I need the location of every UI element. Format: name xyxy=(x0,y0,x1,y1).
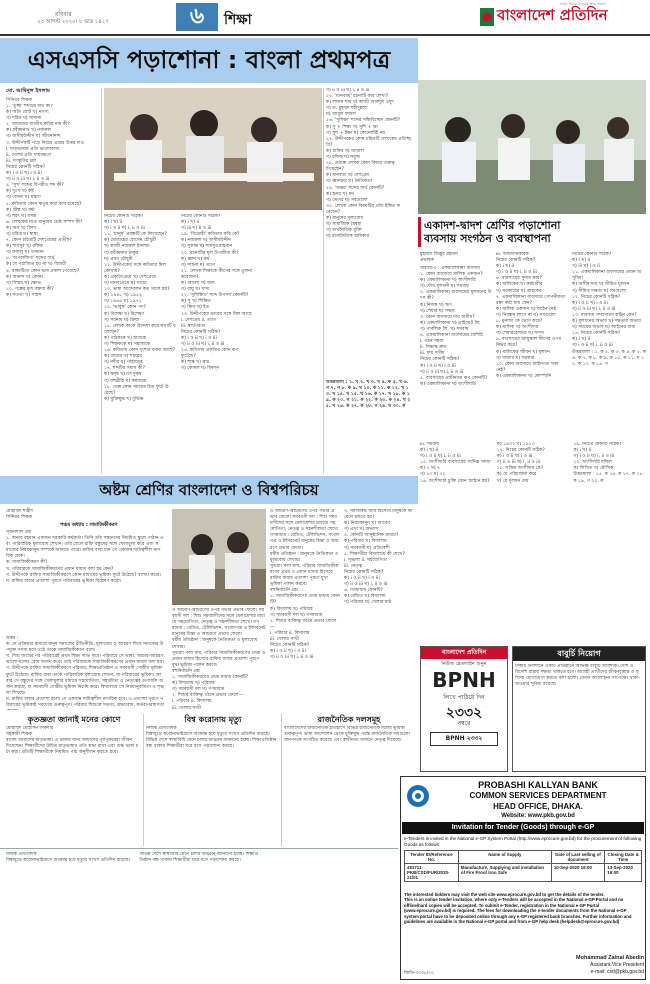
tender-web[interactable]: Website: www.pkb.gov.bd xyxy=(501,813,575,819)
tender-designation: Assistant Vice President xyxy=(590,962,644,968)
main-column-4b: গ) ii ও iii ঘ) i, ii ও iii ২৫. 'মানবধর্ম' রচনাটি কার লেখা? ক) লালন শাহ খ) কাজী আবদুল ওদুদ গ) ড. মুহম্মদ শহীদুল্লাহ ঘ) আবুল ফজল ২৬. 'সুশিক্ষা' শব্দের সন্ধিবিচ্ছেদ কোনটি? ক) সু + শিক্ষা খ) সুশি + ক্ষা গ) সুশ + ইক্ষা ঘ) কোনোটিই নয় ২৭. উদ্দীপকের কোন চরিত্রটি লেখকের প্রতিচ্ছবি? ক) রাকিব খ) জামাল গ) রফিক ঘ) সবুজ ২৮. প্রবন্ধে লেখক কোন বিষয়ে গুরুত্ব দিয়েছেন? ক) মানবতা খ) দেশপ্রেম গ) জ্ঞানচর্চা ঘ) নৈতিকতা ২৯. 'অন্তর' শব্দের অর্থ কোনটি? ক) হৃদয় খ) মন গ) ভেতর ঘ) সবগুলো ৩০. লেখক কোন বিষয়টির প্রতি ইঙ্গিত করেছেন? ক) মানুষের মূল্যবোধ খ) সামাজিক বৈষম্য গ) অর্থনৈতিক মুক্তি ঘ) রাজনৈতিক অধিকার xyxy=(326,88,411,240)
header-divider xyxy=(0,34,650,36)
right-lower-column: iii. সমবায় ক) i খ) ii গ) i ও ii ঘ) i, ii ও iii ১৫. অংশীদারি ব্যবসায়ের সর্বনিম্ন সদস্য ক) ২ খ) ৭ গ) ১০ ঘ) ২০ ১৬. অংশীদারি চুক্তি কোন আইনে হয়? ক) ১৯৩২ খ) ১৯১৩ ১৭. নিচের কোনটি সঠিক? ক) i ও ii খ) i ও iii গ) ii ও iii ঘ) i, ii ও iii ১৮. সক্রিয় অংশীদার কে? ক) যে পরিচালনা করে খ) যে মূলধন দেয় ১৯. নিচের কোনটি সঠিক? ক) i খ) ii গ) i ও ii ঘ) i, ii ও iii ২০. অংশীদারি দলিল ক) লিখিত খ) মৌখিক উত্তরমালা : ১৫. ক ১৬. ক ১৭. ক ১৮. ক ১৯. গ ২০. ক xyxy=(420,442,644,484)
main-photo-students xyxy=(104,88,322,210)
tender-title: Invitation for Tender (Goods) through e-GP xyxy=(402,822,644,834)
right-headline: একাদশ-দ্বাদশ শ্রেণির পড়াশোনা ব্যবসায় সংগঠন ও ব্যবস্থাপনা xyxy=(424,219,561,245)
right-column-3: নিচের কোনটি সঠিক? ক) i খ) ii গ) iii ঘ) i ও ii ১১. একমালিকানা ব্যবসায়ের প্রধান অসুবিধা ক) অসীম দায় খ) সীমিত মূলধন গ) সীমিত দক্ষতা ঘ) সবগুলো ১২. নিচের কোনটি সঠিক? ক) i ও ii খ) i ও iii গ) ii ও iii ঘ) i, ii ও iii ১৩. ব্যবসায় সম্প্রসারণ কঠিন কেন? ক) মূলধনের অভাব খ) দক্ষতার অভাব গ) সময়ের অভাব ঘ) আইনের বাধা ১৪. নিচের কোনটি সঠিক? ক) i খ) ii গ) i ও ii ঘ) i, ii ও iii উত্তরমালা : ১. ক ২. ক ৩. ক ৪. ক ৫. ক ৬. ক ৭. ক ৮. ক ৯. ক ১০. ক ১১. ঘ ১২. ক ১৩. ক ১৪. গ xyxy=(572,252,646,367)
right-photo-classroom xyxy=(418,80,646,214)
class8-column-3: ও আচরণ-আচরণের ওপর গভীর প্রভাব ফেলে। সমবয়সী দল : শিশু সমবয়সীদের সঙ্গে মেলামেশার মাধ্যমে সহযোগিতা, নেতৃত্ব ও সহনশীলতা শেখে। গণমাধ্যম : রেডিও, টেলিভিশন, সংবাদপত্র ও ইন্টারনেট মানুষের চিন্তা ও আচরণে প্রভাব ফেলে। ধর্মীয় প্রতিষ্ঠান : মানুষকে নৈতিকতা ও মূল্যবোধ শেখায়। সুতরাং বলা যায়, পরিবার সামাজিকীকরণের প্রথম ও প্রধান মাধ্যম হিসেবে রাফির বাবার প্রত্যাশা পূরণে মুখ্য ভূমিকা পালন করবে। বহুনির্বাচনি প্রশ্ন ১. সামাজিকীকরণের প্রথম মাধ্যম কোনটি? ক) বিদ্যালয় খ) পরিবার গ) সমবয়সী দল ঘ) গণমাধ্যম ২. শিশুর ব্যক্তিত্ব গঠনে প্রভাব ফেলে— i. পরিবার ii. বিদ্যালয় iii. খেলার সাথী নিচের কোনটি সঠিক? ক) i ও ii খ) i ও iii গ) ii ও iii ঘ) i, ii ও iii xyxy=(270,509,340,661)
bpnh-sub: নিউজ হেডলাইন শুনুন xyxy=(441,661,487,667)
class8-column-4: ৩. সমাজবদ্ধ জীব হিসেবে মানুষকে কী মেনে চলতে হয়? ক) নিয়মকানুন খ) আবেগ গ) প্রথা ঘ) অভ্যাস ৪. কোনটি আনুষ্ঠানিক মাধ্যম? ক) পরিবার খ) বিদ্যালয় গ) সমবয়সী ঘ) প্রতিবেশী ৫. শিক্ষার্থীরা বিদ্যালয়ে কী শেখে? i. শৃঙ্খলা ii. সহযোগিতা iii. নেতৃত্ব নিচের কোনটি সঠিক? ক) i ও ii খ) i ও iii গ) ii ও iii ঘ) i, ii ও iii ৬. গণমাধ্যম কোনটি? ক) রেডিও খ) বিদ্যালয় গ) পরিবার ঘ) খেলার মাঠ xyxy=(344,509,413,606)
bpnh-line1: লিখে পাঠিয়ে দিন xyxy=(443,694,485,701)
tender-table xyxy=(404,850,642,882)
class8-headline: অষ্টম শ্রেণির বাংলাদেশ ও বিশ্বপরিচয় xyxy=(99,481,319,499)
class8-photo-students xyxy=(172,509,266,605)
logo-mark-icon xyxy=(480,8,494,26)
tender-email[interactable]: e-mail: csd@pkb.gov.bd xyxy=(590,969,644,975)
main-answer-key: উত্তরমালা : ১. খ ২. খ ৩. ঘ ৪. ক ৫. খ ৬. গ ৭. গ ৮. ক ৯. খ ১০. ক ১১. ক ১২. খ ১৩. খ ১৪. খ ১৫. খ ১৬. ক ১৭. খ ১৮. ক ১৯. ক ২০. গ ২১. ক ২২. ক ২৩. ক ২৪. খ ২৫. খ ২৬. ক ২৭. ক ২৮. গ ২৯. ঘ ৩০. ক xyxy=(326,380,411,410)
bpnh-code: ২৩৩২ xyxy=(445,705,483,721)
logo-tagline: সকল ধারার মানুষের জন্য সংবাদ xyxy=(560,2,607,6)
bpnh-small: BPNH ২৩৩২ xyxy=(430,732,498,746)
newspaper-logo: বাংলাদেশ প্রতিদিন xyxy=(497,6,608,24)
column-rule xyxy=(101,88,102,474)
tender-header-name: Name of Supply xyxy=(458,851,551,864)
sub2-title: বিশ্ব করোনায় মৃত্যু xyxy=(184,715,242,724)
sub1-body: মোহাম্মদ মোহসিন সিকদার সহকারী শিক্ষক বাংলা আমাদের মাতৃভাষা। এ ভাষার জন্য আমাদের পূর্বপুরুষেরা জীবন দিয়েছেন। শিক্ষার্থীদের উচিত মাতৃভাষার প্রতি শ্রদ্ধা রাখা এবং শুদ্ধ ভাষা চর্চা করা। প্রতিটি শিক্ষার্থীকে নিয়মিত পাঠ অনুশীলন করতে হবে। xyxy=(6,726,139,756)
column-rule xyxy=(143,714,144,846)
sub3-body: বাংলাদেশের রাজনৈতিক ইতিহাসে বিভিন্ন রাজনৈতিক দলের ভূমিকা গুরুত্বপূর্ণ। ভাষা আন্দোলন থেকে মুক্তিযুদ্ধ পর্যন্ত রাজনৈতিক দলগুলো জনগণকে সংগঠিত করেছে এবং স্বাধীনতা অর্জনে নেতৃত্ব দিয়েছে। xyxy=(284,726,410,744)
tender-body: The interested bidders may visit the web site www.eprocure.gov.bd to get the details of the tender. This is an online tender invitation, where only e-Tenders will be accepted in the National e-GP Portal and no offline/hard copies will be accepted. To submit e-Tender, registration in the National e-GP Portal (www.eprocure.gov.bd) is required. The fees for downloading the e-tender documents from the National e-GP system portal have to be deposited online through any e-GP registered bank branches. Further information and guidelines are available in the National e-GP portal and from e-GP help desk (helpdesk@eprocure.gov.bd) xyxy=(404,892,632,925)
column-rule xyxy=(323,88,324,474)
tender-intro: e-Tenders is invited in the National e-GP System Portal (http://www.eprocure.gov.bd) for the procurement of following Goods as follows: xyxy=(404,836,642,847)
bank-logo-icon xyxy=(406,784,430,808)
tender-header-id: Tender ID/Reference No. xyxy=(405,851,459,864)
class8-body: উত্তর : ক. যে প্রক্রিয়ার মাধ্যমে মানুষ সমাজের রীতিনীতি, মূল্যবোধ ও আচরণ শিখে সমাজের উপযুক্ত সদস্য হয়ে ওঠে তাকে সামাজিকীকরণ বলে। খ. শিশু জন্মের পর পরিবারেই প্রথম শিক্ষা লাভ করে। পরিবারে সে ভাষা, আচার-আচরণ, ভালো-মন্দের বোধ অর্জন করে। তাই পরিবারকে সামাজিকীকরণের প্রধান মাধ্যম বলা হয়। গ. উদ্দীপকে রাফির সামাজিকীকরণে পরিবার, শিক্ষাপ্রতিষ্ঠান ও সমবয়সী গোষ্ঠীর ভূমিকা ফুটে উঠেছে। রাফির বাবা তাকে পারিবারিক মূল্যবোধ শেখান, যা পরিবারের ভূমিকা। আবার সে বন্ধুদের সঙ্গে খেলাধুলার মাধ্যমে সহযোগিতা, সহমর্মিতা ও নেতৃত্বের গুণাবলি অর্জন করছে, যা সমবয়সী গোষ্ঠীর ভূমিকা নির্দেশ করে। বিদ্যালয়ে সে নিয়মানুবর্তিতা ও শৃঙ্খলা শিখছে। ঘ. রাফির বাবার প্রত্যাশা হলো সে একজন দায়িত্বশীল নাগরিক হবে। এ প্রত্যাশা পূরণে পরিবারের ভূমিকাই সবচেয়ে গুরুত্বপূর্ণ। পরিবার শিশুকে সততা, শ্রদ্ধাবোধ, কর্তব্যপরায়ণতা xyxy=(6,636,165,709)
main-column-1: ১. 'তুচ্ছ' শব্দটির অর্থ কী? ক) অতি ছোট খ) নগণ্য গ) দরিদ্র ঘ) সামান্য ২. আমাদের জাতীয় কবির নাম কী? ক) রবীন্দ্রনাথ খ) নজরুল গ) জসীমউদ্দীন ঘ) জীবনানন্দ ৩. উদ্দীপকটি পড়ে নিচের প্রশ্নের উত্তর দাও i. মাতৃভাষার প্রতি ভালোবাসা ii. দেশের প্রতি দায়বদ্ধতা iii. সংস্কৃতির চর্চা নিচের কোনটি সঠিক? ক) i ও ii খ) i ও iii গ) ii ও iii ঘ) i, ii ও iii ৪. 'সুখ' শব্দের বিপরীত শব্দ কী? ক) দুঃখ খ) কষ্ট গ) বেদনা ঘ) যন্ত্রণা ৫. কবিতায় কোন ঋতুর কথা বলা হয়েছে? ক) গ্রীষ্ম খ) বর্ষা গ) শরৎ ঘ) বসন্ত ৬. লেখকের মতে মানুষের শ্রেষ্ঠ সম্পদ কী? ক) অর্থ খ) বিদ্যা গ) চরিত্র ঘ) স্বাস্থ্য ৭. কোন চরিত্রটি দেশপ্রেমের প্রতীক? ক) শামসুর খ) রফিক গ) ফজলু ঘ) ওসমান ৮. 'অপরাজিত' শব্দের অর্থ ক) যে পরাজিত হয় না খ) বিজয়ী ৯. বাক্যটিতে কোন ভাব প্রকাশ পেয়েছে? ক) আনন্দ খ) বেদনা গ) বিস্ময় ঘ) ক্ষোভ ১০. গল্পের মূল বক্তব্য কী? ক) সততা খ) সাহস xyxy=(6,104,85,298)
tender-header-date: Date of Last selling of document xyxy=(551,851,604,864)
right-author: মুহাম্মদ জিল্লুর রহমান প্রভাষক xyxy=(420,252,458,263)
sub3-title: রাজনৈতিক দলসমূহ xyxy=(317,715,381,724)
tender-cell-date: 10-Sep-2020 16:00 xyxy=(551,864,604,882)
tender-header-closing: Closing Date & Time xyxy=(605,851,642,864)
column-rule xyxy=(281,714,282,846)
main-column-2: নিচের কোনটি সঠিক? ক) i খ) ii গ) i ও ii ঘ) i, ii ও iii ১১. 'মানুষ' প্রবন্ধটি কে লিখেছেন? ক) মোতাহের হোসেন চৌধুরী খ) কাজী নজরুল ইসলাম গ) রবীন্দ্রনাথ ঠাকুর ঘ) প্রমথ চৌধুরী ১২. উদ্দীপকের সঙ্গে কবিতার মিল কোথায়? ক) প্রকৃতিপ্রেমে খ) দেশপ্রেমে গ) মানবপ্রেমে ঘ) সাম্যে ১৩. ভাষা আন্দোলন কত সালে হয়? ক) ১৯৪৮ খ) ১৯৫২ গ) ১৯৬৬ ঘ) ১৯৭১ ১৪. 'ভাবুক' কোন পদ? ক) বিশেষ্য খ) বিশেষণ গ) সর্বনাম ঘ) ক্রিয়া ১৫. লেখক কাকে উদ্দেশ্য করে কথাটি বলেছেন? ক) পাঠককে খ) ছাত্রকে গ) শিক্ষককে ঘ) সমাজকে ১৬. কবিতায় কোন দৃশ্যের বর্ণনা আছে? ক) গ্রামের খ) শহরের গ) নদীর ঘ) পাহাড়ের ১৭. শব্দটির সমাস কী? ক) দ্বন্দ্ব খ) তৎপুরুষ গ) বহুব্রীহি ঘ) কর্মধারয় ১৮. গল্পে কোন সময়ের চিত্র ফুটে উঠেছে? ক) মুক্তিযুদ্ধ খ) দুর্ভিক্ষ xyxy=(104,214,176,402)
sub2-body: নিজস্ব প্রতিবেদক বিশ্বজুড়ে করোনাভাইরাসে আক্রান্ত হয়ে মৃত্যুর সংখ্যা প্রতিদিন বাড়ছে। বিভিন্ন দেশে স্বাস্থ্যবিধি মেনে চলার আহ্বান জানানো হচ্ছে। শিক্ষাপ্রতিষ্ঠান বন্ধ থাকায় শিক্ষার্থীরা ঘরে বসে পড়াশোনা করছে। xyxy=(146,726,277,750)
main-author: মো. আমিনুল ইসলাম xyxy=(6,88,50,94)
bottom-divider xyxy=(0,848,398,849)
bpnh-brand: BPNH xyxy=(432,668,496,692)
tender-signer: Mohammad Zainal Abedin xyxy=(576,955,644,961)
bpnh-line2: নম্বরে xyxy=(457,720,471,727)
class8-intro: সৃজনশীল প্রশ্ন ১. জনাব রহমান একজন সরকারি কর্মকর্তা। তিনি তাঁর সন্তানদের নিয়মিত স্কুলে পাঠান এবং পারিবারিক মূল্যবোধ শেখান। তাঁর ছেলে রাফি বন্ধুদের সঙ্গে খেলাধুলা করে এবং সমাজের নিয়মকানুন সম্পর্কে জানতে পারে। রাফির বাবা চান সে একজন দায়িত্বশীল নাগরিক হোক। ক. সামাজিকীকরণ কী? খ. পরিবারকে সামাজিকীকরণের প্রধান মাধ্যম বলা হয় কেন? গ. উদ্দীপকে রাফির সামাজিকীকরণে কোন মাধ্যমের ভূমিকা ফুটে উঠেছে? ব্যাখ্যা করো। ঘ. রাফির বাবার প্রত্যাশা পূরণে পরিবারের ভূমিকা বিশ্লেষণ করো। xyxy=(6,530,164,584)
header-date: ২৩ আগস্ট ২০২০। ৮ ভাদ্র ১৪২৭ xyxy=(37,19,109,25)
tender-cell-name: Manufacture, Supplying and installation of Fire Proof Iron Safe xyxy=(458,864,551,882)
sub3-continued: নিজস্ব প্রতিবেদক বিশ্বজুড়ে করোনাভাইরাসে আক্রান্ত হয়ে মৃত্যুর সংখ্যা প্রতিদিন বাড়ছে। বিভিন্ন দেশে স্বাস্থ্যবিধি মেনে চলার আহ্বান জানানো হচ্ছে। শিক্ষাপ্রতিষ্ঠান বন্ধ থাকায় শিক্ষার্থীরা ঘরে বসে পড়াশোনা করছে। xyxy=(6,852,259,864)
class8-chapter: পঞ্চম অধ্যায় : সামাজিকীকরণ xyxy=(60,523,118,528)
tender-cell-closing: 13-Sep-2020 16:00 xyxy=(605,864,642,882)
class8-author: মোহাম্মদ শাহীদ সিনিয়র শিক্ষক xyxy=(6,509,33,520)
class8-column-mid: ও আচরণ-আচরণের ওপর গভীর প্রভাব ফেলে। সমবয়সী দল : শিশু সমবয়সীদের সঙ্গে মেলামেশার মাধ্যমে সহযোগিতা, নেতৃত্ব ও সহনশীলতা শেখে। গণমাধ্যম : রেডিও, টেলিভিশন, সংবাদপত্র ও ইন্টারনেট মানুষের চিন্তা ও আচরণে প্রভাব ফেলে। ধর্মীয় প্রতিষ্ঠান : মানুষকে নৈতিকতা ও মূল্যবোধ শেখায়। সুতরাং বলা যায়, পরিবার সামাজিকীকরণের প্রথম ও প্রধান মাধ্যম হিসেবে রাফির বাবার প্রত্যাশা পূরণে মুখ্য ভূমিকা পালন করবে। বহুনির্বাচনি প্রশ্ন ১. সামাজিকীকরণের প্রথম মাধ্যম কোনটি? ক) বিদ্যালয় খ) পরিবার গ) সমবয়সী দল ঘ) গণমাধ্যম ২. শিশুর ব্যক্তিত্ব গঠনে প্রভাব ফেলে— i. পরিবার ii. বিদ্যালয় iii. খেলার সাথী xyxy=(172,608,266,710)
tender-dept: COMMON SERVICES DEPARTMENT xyxy=(469,791,607,800)
tender-cell-id: 481711 PKB/CSD/FUR/2020-21/01 xyxy=(405,864,459,882)
job-ad-title: বাবুর্চি নিয়োগ xyxy=(513,647,645,661)
main-headline: এসএসসি পড়াশোনা : বাংলা প্রথমপত্র xyxy=(27,46,391,74)
main-column-3: নিচের কোনটি সঠিক? ক) i খ) ii গ) iii ঘ) ii ও iii ১৯. 'বিদ্রোহী' কবিতার কবি কে? ক) নজরুল খ) জসীমউদ্দীন গ) সুকান্ত ঘ) শামসুর রাহমান ২০. রচনাটির মূল উপজীব্য কী? ক) জ্ঞান খ) কর্ম গ) সাধনা ঘ) ত্যাগ ২১. লেখক শিক্ষাকে কীসের সঙ্গে তুলনা করেছেন? ক) আলো খ) জল গ) বায়ু ঘ) খাদ্য ২২. 'সুশিক্ষিত' শব্দে উপসর্গ কোনটি? ক) সু খ) শিক্ষিত গ) ক্ষিত ঘ) ইত ২৩. উদ্দীপকের ভাবের সঙ্গে মিল আছে i. দেশপ্রেম ii. ত্যাগ iii. স্বার্থপরতা নিচের কোনটি সঠিক? ক) i ও ii খ) i ও iii গ) ii ও iii ঘ) i, ii ও iii ২৪. কবিতায় প্রকৃতির কোন রূপ ফুটেছে? ক) শান্ত খ) রুদ্র গ) কোমল ঘ) বিষণ্ন xyxy=(181,214,253,372)
header-day: রবিবার xyxy=(55,11,72,18)
tender-note: জিডি-৩৩৩৮/২০ xyxy=(404,971,434,976)
main-author-role: সিনিয়র শিক্ষক xyxy=(6,98,33,103)
right-column-2: iii. আমদানিকারক নিচের কোনটি সঠিক? ক) i খ) ii গ) i ও ii ঘ) i, ii ও iii ৬. ব্যবসায়ের সুনাম কার? ক) মালিকের খ) কর্মচারীর গ) সরকারের ঘ) গ্রাহকের ৭. একমালিকানা ব্যবসায়ে গোপনীয়তা রক্ষা করা যায় কেন? ক) মালিক একজন খ) আইন নেই গ) নিবন্ধন লাগে না ঘ) সবগুলো ৮. মুনাফা কে ভোগ করে? ক) মালিক খ) অংশীদার গ) শেয়ারহোল্ডার ঘ) সদস্য ৯. ব্যবসায়ের আয়ুষ্কাল কীসের ওপর নির্ভর করে? ক) মালিকের জীবন খ) মূলধন গ) বাজার ঘ) সরকার ১০. কোন ব্যবসায়ে আইনগত সত্তা নেই? ক) একমালিকানা খ) কোম্পানি xyxy=(496,252,566,379)
bpnh-top: বাংলাদেশ প্রতিদিন xyxy=(421,647,507,659)
page-number: ৬ xyxy=(189,4,205,29)
sub1-title: কৃতজ্ঞতা জানাই মনের কোণে xyxy=(27,715,121,724)
tender-office: HEAD OFFICE, DHAKA. xyxy=(493,802,583,811)
masthead xyxy=(0,0,650,34)
right-column-1: অধ্যায়-৩ : একমালিকানা ব্যবসায় ১. কোন ব্যবসায়ে মালিক একজন? ক) একমালিকানা খ) অংশীদারি গ) যৌথ মূলধনী ঘ) সমবায় ২. একমালিকানা ব্যবসায়ের মূলধনের উৎস কী? ক) নিজস্ব খ) ঋণ গ) শেয়ার ঘ) সঞ্চয় ৩. কোন ব্যবসায়ে দায় অসীম? ক) একমালিকানা খ) প্রাইভেট লি. গ) পাবলিক লি. ঘ) সমবায় ৪. একমালিকানা ব্যবসায়ের বৈশিষ্ট্য i. গঠন সহজ ii. সিদ্ধান্ত দ্রুত iii. দায় সসীম নিচের কোনটি সঠিক? ক) i ও ii খ) i ও iii গ) ii ও iii ঘ) i, ii ও iii ৫. ব্যবসায়ের প্রাচীনতম রূপ কোনটি? ক) একমালিকানা খ) অংশীদারি xyxy=(420,266,492,387)
tender-bank: PROBASHI KALLYAN BANK xyxy=(478,780,598,790)
job-ad-text: ঢাকার গুলশানে একটি প্রতিষ্ঠানে অভিজ্ঞ বাবুর্চি আবশ্যক। দেশি ও বিদেশি রান্নায় দক্ষতা থাকতে হবে। আগ্রহী প্রার্থীদের জীবনবৃত্তান্ত ও ছবিসহ যোগাযোগ করতে বলা হলো। বেতন আলোচনা সাপেক্ষে। থাকা-খাওয়ার সুবিধা রয়েছে। xyxy=(515,664,641,688)
section-title: শিক্ষা xyxy=(224,12,252,28)
